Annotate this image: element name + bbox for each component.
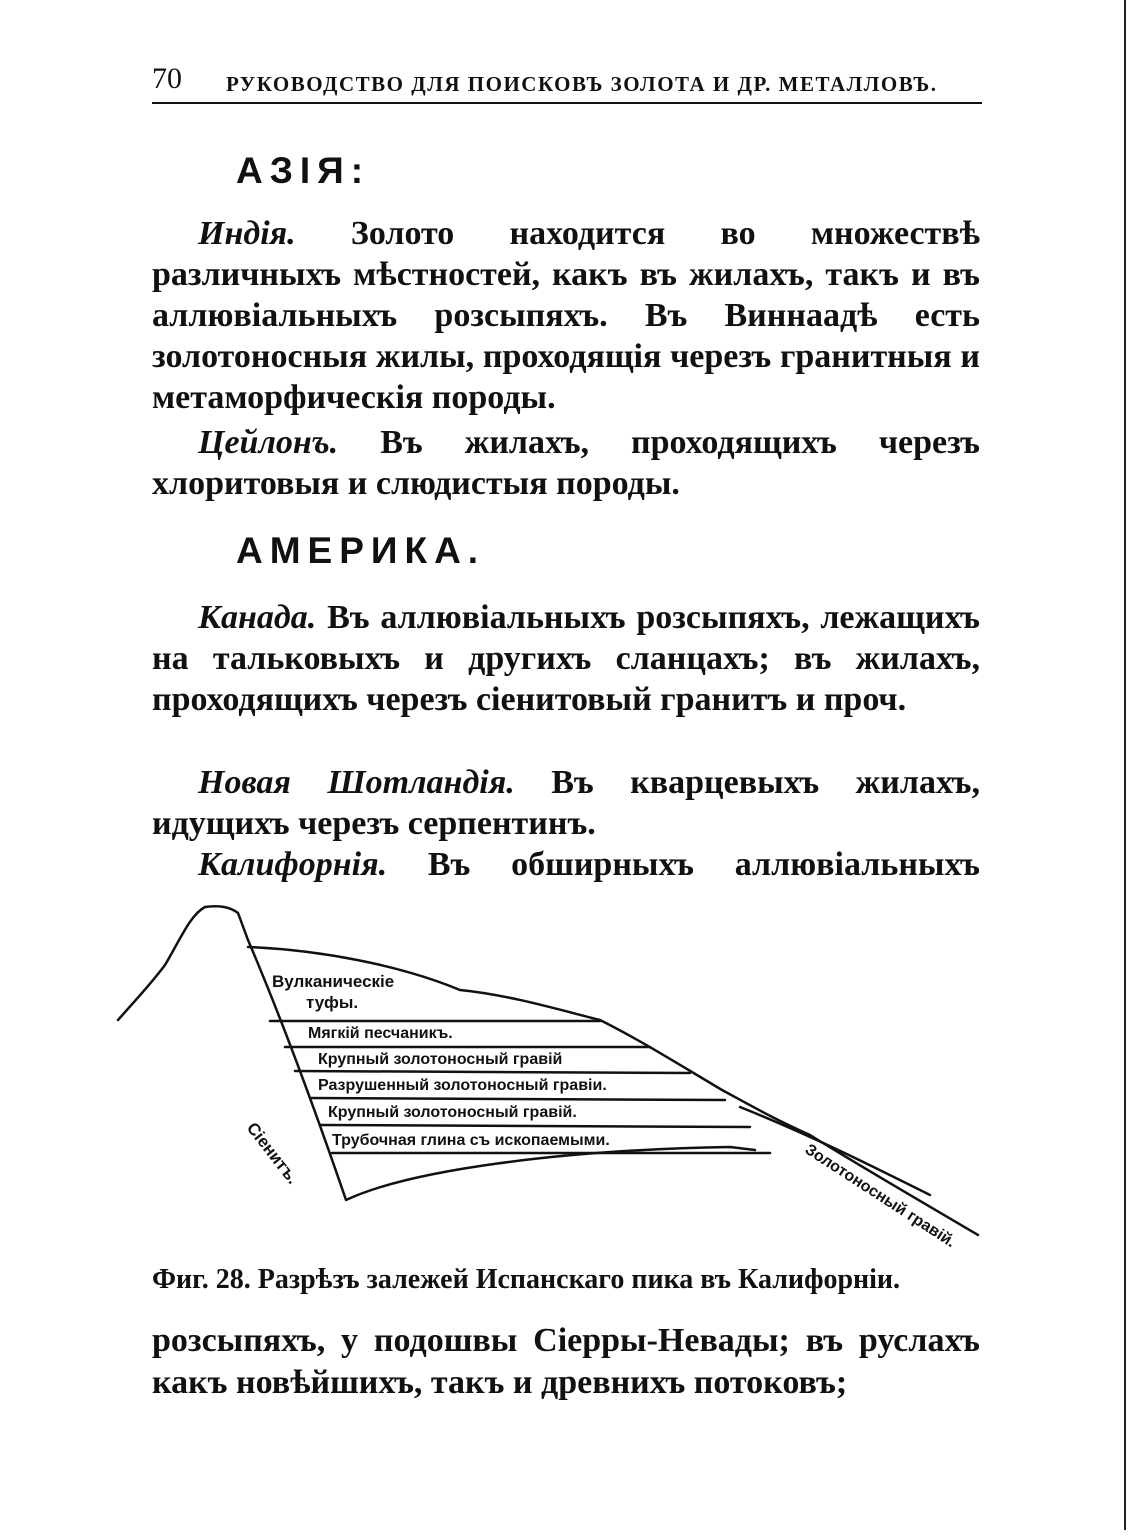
label-volcanic-tuff-2: туфы.: [306, 993, 359, 1012]
label-pipe-clay: Трубочная глина съ ископаемыми.: [332, 1132, 610, 1149]
paragraph-california: [152, 844, 980, 885]
place-name-ceylon: Цейлонъ.: [198, 424, 339, 461]
geological-section-figure: [110, 895, 1000, 1275]
india-text: Золото находится во множествѣ различныхъ мѣстностей, какъ въ жилахъ, такъ и въ аллювіальныхъ розсыпяхъ. Въ Виннаадѣ есть золотоносныя жилы, проходящія черезъ гранитныя и метаморфическія породы.: [152, 215, 981, 416]
label-syenite: Сіенитъ.: [242, 1118, 303, 1188]
place-name-india: Индія.: [198, 215, 296, 252]
place-name-canada: Канада.: [198, 599, 317, 636]
paragraph-canada: [152, 597, 980, 720]
label-coarse-gravel-1: Крупный золотоносный гравій: [318, 1051, 563, 1068]
running-head: [152, 62, 982, 104]
label-auriferous-gravel: Золотоносный гравій.: [801, 1141, 959, 1252]
paragraph-india: [152, 213, 980, 418]
label-broken-gravel: Разрушенный золотоносный гравіи.: [318, 1077, 607, 1094]
page-number: 70: [152, 62, 182, 95]
paragraph-nova-scotia: [152, 762, 980, 844]
place-name-california: Калифорнія.: [198, 846, 388, 883]
stratum-line-5: [320, 1125, 750, 1127]
figure-caption: Фиг. 28. Разрѣзъ залежей Испанскаго пика въ Калифорніи.: [152, 1264, 901, 1295]
canada-text: Въ аллювіальныхъ розсыпяхъ, лежащихъ на тальковыхъ и другихъ сланцахъ; въ жилахъ, проходящихъ черезъ сіенитовый гранитъ и проч.: [152, 599, 980, 718]
running-title: РУКОВОДСТВО ДЛЯ ПОИСКОВЪ ЗОЛОТА И ДР. МЕТАЛЛОВЪ.: [226, 72, 938, 96]
stratum-line-3: [295, 1071, 690, 1073]
section-title-america: АМЕРИКА.: [236, 530, 486, 571]
place-name-nova-scotia: Новая Шотландія.: [198, 764, 515, 801]
paragraph-ceylon: [152, 422, 980, 504]
paragraph-continuation: розсыпяхъ, у подошвы Сіерры-Невады; въ руслахъ какъ новѣйшихъ, такъ и древнихъ потоковъ;: [152, 1322, 980, 1401]
stratum-line-4: [310, 1098, 725, 1100]
label-volcanic-tuff-1: Вулканическіе: [272, 972, 395, 991]
section-title-asia: АЗІЯ:: [236, 150, 371, 191]
label-soft-sandstone: Мягкій песчаникъ.: [308, 1025, 453, 1042]
label-coarse-gravel-2: Крупный золотоносный гравій.: [328, 1104, 577, 1121]
page-edge-rule: [1124, 0, 1126, 1530]
california-text: Въ обширныхъ аллювіальныхъ: [427, 846, 981, 883]
nova-scotia-text: Въ кварцевыхъ жилахъ, идущихъ черезъ серпентинъ.: [152, 764, 980, 842]
ceylon-text: Въ жилахъ, проходящихъ черезъ хлоритовыя и слюдистыя породы.: [152, 424, 980, 502]
